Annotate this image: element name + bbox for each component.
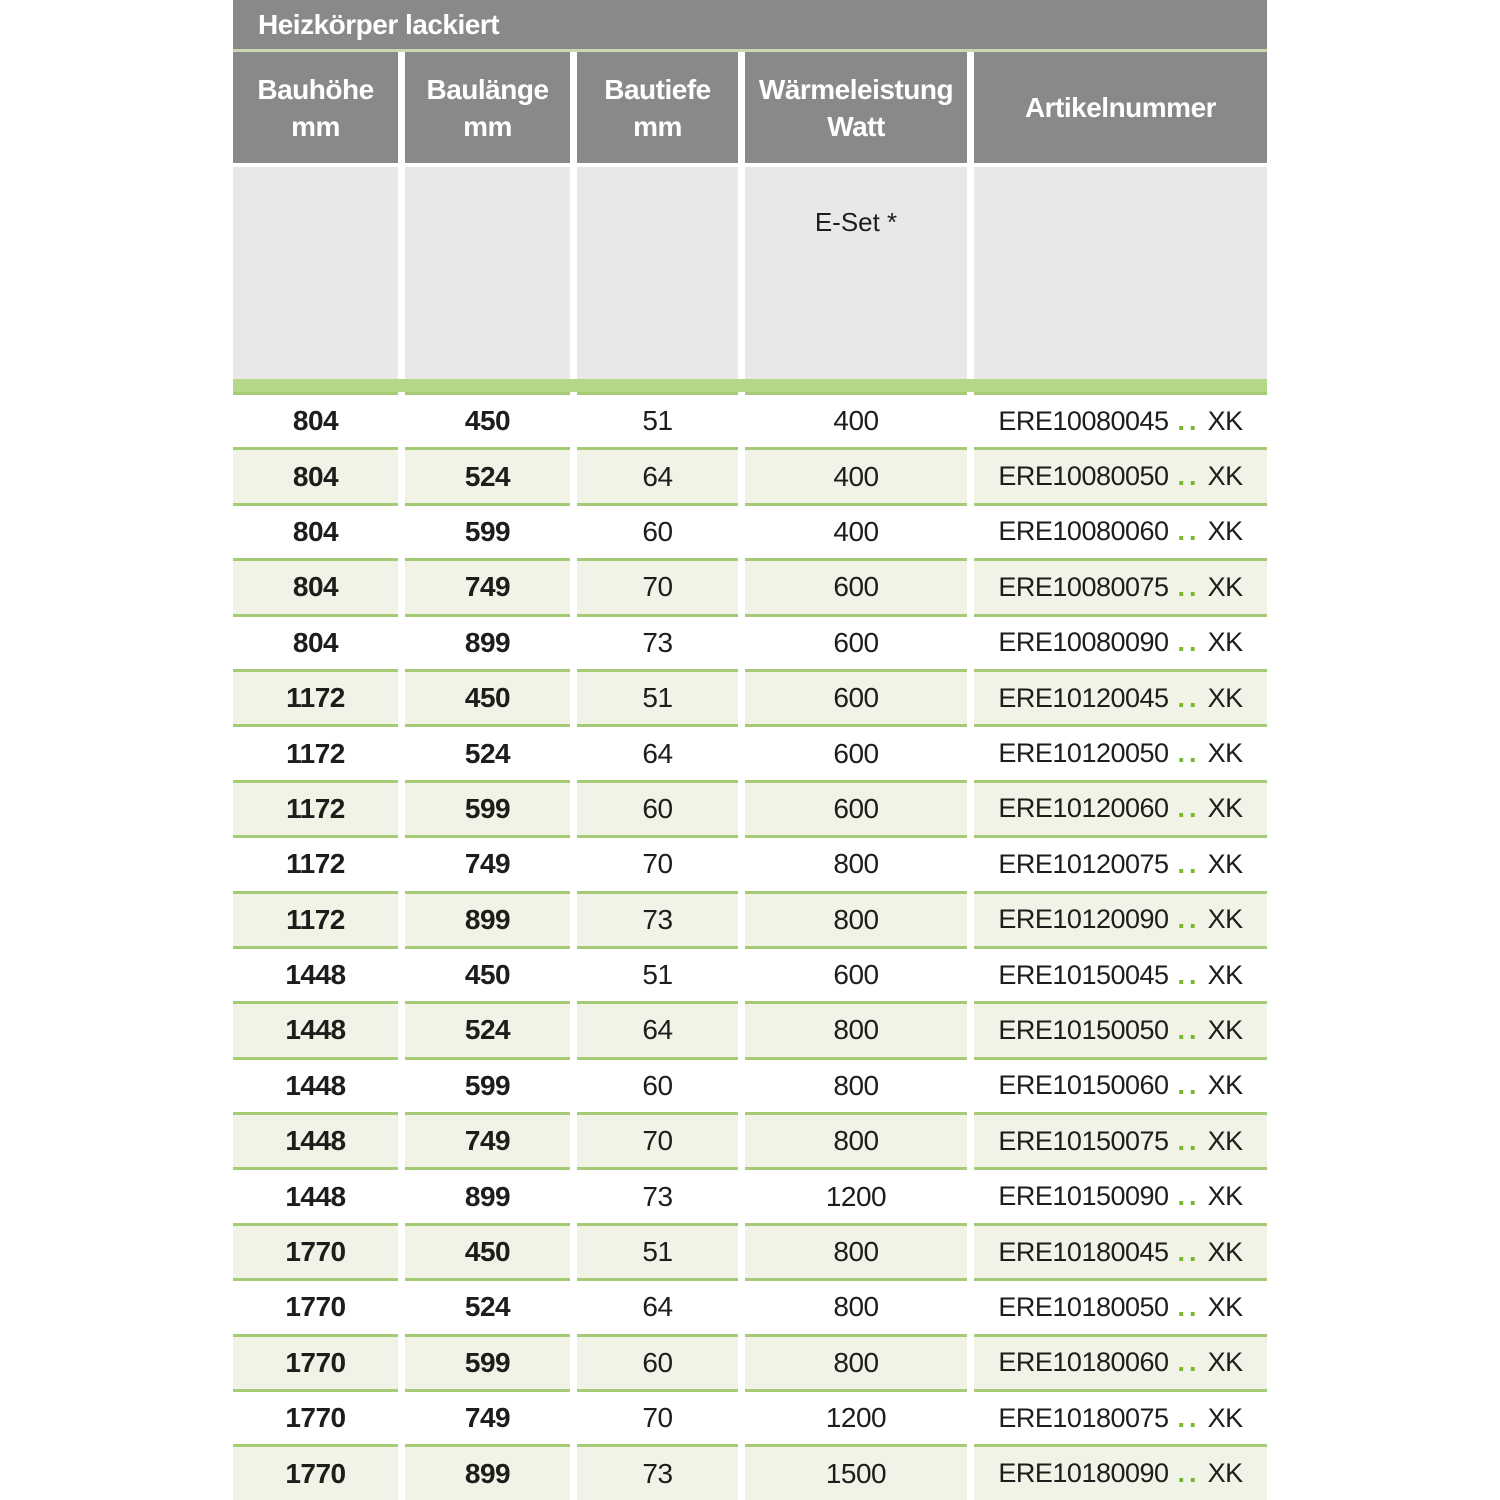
- artikel-suffix: XK: [1207, 1291, 1243, 1322]
- cell-bautiefe: 70: [577, 1112, 738, 1167]
- artikel-dots: ..: [1177, 1014, 1201, 1045]
- artikel-dots: ..: [1177, 682, 1201, 713]
- cell-bautiefe: 64: [577, 1278, 738, 1333]
- column-header-unit: Watt: [827, 110, 885, 142]
- artikel-prefix: ERE10080075: [998, 571, 1169, 602]
- cell-bautiefe: 60: [577, 1057, 738, 1112]
- table-row: [233, 835, 1267, 890]
- artikel-prefix: ERE10180060: [998, 1347, 1169, 1378]
- artikel-dots: ..: [1177, 959, 1201, 990]
- cell-waermeleistung: 800: [745, 1334, 967, 1389]
- cell-baulaenge: 899: [405, 1444, 570, 1499]
- subheader-waermeleistung: [745, 167, 967, 379]
- cell-bauhoehe: 804: [233, 392, 398, 447]
- column-header-bauhoehe: [233, 52, 398, 163]
- artikelnummer-text: [998, 516, 1242, 547]
- column-header-label: Artikelnummer: [1024, 92, 1217, 123]
- column-header-unit: mm: [291, 110, 340, 142]
- cell-baulaenge: 524: [405, 447, 570, 502]
- table-title-bar: [233, 0, 1267, 49]
- artikel-suffix: XK: [1207, 1236, 1243, 1267]
- table-row: [233, 503, 1267, 558]
- cell-artikelnummer: [974, 1001, 1267, 1056]
- artikel-suffix: XK: [1207, 1070, 1243, 1101]
- cell-waermeleistung: 1500: [745, 1444, 967, 1499]
- heizkoerper-table: [233, 0, 1267, 1500]
- cell-bautiefe: 51: [577, 392, 738, 447]
- cell-waermeleistung: 600: [745, 558, 967, 613]
- artikel-suffix: XK: [1207, 571, 1243, 602]
- cell-artikelnummer: [974, 669, 1267, 724]
- cell-bauhoehe: 1448: [233, 1167, 398, 1222]
- cell-baulaenge: 749: [405, 558, 570, 613]
- cell-bauhoehe: 1172: [233, 724, 398, 779]
- cell-waermeleistung: 800: [745, 1278, 967, 1333]
- cell-bautiefe: 64: [577, 724, 738, 779]
- table-row: [233, 447, 1267, 502]
- artikel-dots: ..: [1177, 1291, 1201, 1322]
- table-row: [233, 1001, 1267, 1056]
- artikel-prefix: ERE10180075: [998, 1402, 1169, 1433]
- artikel-dots: ..: [1177, 405, 1201, 436]
- column-header-artikelnummer: [974, 52, 1267, 163]
- subheader-bautiefe: [577, 167, 738, 379]
- cell-waermeleistung: 800: [745, 835, 967, 890]
- artikelnummer-text: [998, 1181, 1242, 1212]
- column-header-waermeleistung: [745, 52, 967, 163]
- cell-waermeleistung: 600: [745, 724, 967, 779]
- artikel-prefix: ERE10080090: [998, 627, 1169, 658]
- artikel-prefix: ERE10120045: [998, 682, 1169, 713]
- artikel-prefix: ERE10180045: [998, 1236, 1169, 1267]
- cell-waermeleistung: 600: [745, 946, 967, 1001]
- artikel-suffix: XK: [1207, 405, 1243, 436]
- artikel-prefix: ERE10150050: [998, 1014, 1169, 1045]
- artikelnummer-text: [998, 1403, 1242, 1434]
- column-header-unit: mm: [633, 110, 682, 142]
- cell-bautiefe: 60: [577, 503, 738, 558]
- artikelnummer-text: [998, 406, 1242, 437]
- cell-bautiefe: 73: [577, 1167, 738, 1222]
- cell-artikelnummer: [974, 1278, 1267, 1333]
- cell-bautiefe: 70: [577, 835, 738, 890]
- artikelnummer-text: [998, 793, 1242, 824]
- artikel-prefix: ERE10180050: [998, 1291, 1169, 1322]
- subheader-bauhoehe: [233, 167, 398, 379]
- artikel-dots: ..: [1177, 1125, 1201, 1156]
- cell-bauhoehe: 1172: [233, 669, 398, 724]
- artikel-dots: ..: [1177, 1347, 1201, 1378]
- cell-baulaenge: 599: [405, 1334, 570, 1389]
- column-header-baulaenge: [405, 52, 570, 163]
- cell-baulaenge: 899: [405, 614, 570, 669]
- cell-baulaenge: 749: [405, 835, 570, 890]
- artikelnummer-text: [998, 572, 1242, 603]
- cell-waermeleistung: 1200: [745, 1389, 967, 1444]
- artikel-dots: ..: [1177, 571, 1201, 602]
- cell-artikelnummer: [974, 614, 1267, 669]
- cell-artikelnummer: [974, 1444, 1267, 1499]
- cell-bauhoehe: 1448: [233, 1001, 398, 1056]
- artikel-suffix: XK: [1207, 793, 1243, 824]
- artikel-prefix: ERE10150090: [998, 1181, 1169, 1212]
- cell-artikelnummer: [974, 1389, 1267, 1444]
- cell-waermeleistung: 800: [745, 1112, 967, 1167]
- cell-bauhoehe: 1770: [233, 1389, 398, 1444]
- artikelnummer-text: [998, 461, 1242, 492]
- cell-bautiefe: 64: [577, 447, 738, 502]
- cell-baulaenge: 749: [405, 1112, 570, 1167]
- cell-artikelnummer: [974, 835, 1267, 890]
- cell-bautiefe: 51: [577, 1223, 738, 1278]
- cell-bauhoehe: 1770: [233, 1334, 398, 1389]
- artikel-prefix: ERE10120090: [998, 904, 1169, 935]
- table-row: [233, 392, 1267, 447]
- artikel-dots: ..: [1177, 627, 1201, 658]
- column-header-bautiefe: [577, 52, 738, 163]
- cell-artikelnummer: [974, 447, 1267, 502]
- cell-baulaenge: 899: [405, 891, 570, 946]
- artikel-suffix: XK: [1207, 904, 1243, 935]
- cell-bauhoehe: 1172: [233, 835, 398, 890]
- artikel-dots: ..: [1177, 461, 1201, 492]
- cell-bauhoehe: 804: [233, 447, 398, 502]
- table-row: [233, 558, 1267, 613]
- artikel-prefix: ERE10080050: [998, 461, 1169, 492]
- artikel-dots: ..: [1177, 793, 1201, 824]
- cell-waermeleistung: 800: [745, 1223, 967, 1278]
- cell-bauhoehe: 1172: [233, 891, 398, 946]
- cell-baulaenge: 450: [405, 669, 570, 724]
- table-body-divider: [233, 379, 1267, 392]
- cell-waermeleistung: 600: [745, 780, 967, 835]
- cell-bauhoehe: 804: [233, 614, 398, 669]
- artikel-prefix: ERE10080060: [998, 516, 1169, 547]
- cell-bautiefe: 73: [577, 614, 738, 669]
- table-row: [233, 1444, 1267, 1499]
- cell-bautiefe: 51: [577, 946, 738, 1001]
- cell-baulaenge: 599: [405, 1057, 570, 1112]
- table-row: [233, 1167, 1267, 1222]
- table-row: [233, 1334, 1267, 1389]
- cell-waermeleistung: 800: [745, 1001, 967, 1056]
- artikelnummer-text: [998, 849, 1242, 880]
- table-row: [233, 891, 1267, 946]
- artikelnummer-text: [998, 738, 1242, 769]
- table-row: [233, 780, 1267, 835]
- artikel-prefix: ERE10120075: [998, 848, 1169, 879]
- artikelnummer-text: [998, 683, 1242, 714]
- column-header-label: Baulänge: [426, 73, 549, 105]
- cell-bauhoehe: 1770: [233, 1444, 398, 1499]
- e-set-label: E-Set *: [814, 207, 898, 237]
- table-row: [233, 669, 1267, 724]
- table-row: [233, 614, 1267, 669]
- artikelnummer-text: [998, 904, 1242, 935]
- cell-bautiefe: 60: [577, 780, 738, 835]
- cell-bauhoehe: 1770: [233, 1278, 398, 1333]
- cell-artikelnummer: [974, 1112, 1267, 1167]
- table-row: [233, 1389, 1267, 1444]
- cell-bautiefe: 60: [577, 1334, 738, 1389]
- cell-artikelnummer: [974, 1057, 1267, 1112]
- artikel-suffix: XK: [1207, 627, 1243, 658]
- artikel-suffix: XK: [1207, 461, 1243, 492]
- cell-baulaenge: 450: [405, 1223, 570, 1278]
- cell-baulaenge: 524: [405, 1278, 570, 1333]
- artikel-prefix: ERE10150060: [998, 1070, 1169, 1101]
- cell-baulaenge: 524: [405, 724, 570, 779]
- subheader-artikelnummer: [974, 167, 1267, 379]
- artikel-suffix: XK: [1207, 1402, 1243, 1433]
- artikel-suffix: XK: [1207, 682, 1243, 713]
- artikel-suffix: XK: [1207, 738, 1243, 769]
- artikelnummer-text: [998, 1237, 1242, 1268]
- cell-baulaenge: 599: [405, 503, 570, 558]
- cell-waermeleistung: 400: [745, 503, 967, 558]
- artikel-prefix: ERE10150075: [998, 1125, 1169, 1156]
- cell-artikelnummer: [974, 1223, 1267, 1278]
- artikel-suffix: XK: [1207, 1014, 1243, 1045]
- artikel-dots: ..: [1177, 1181, 1201, 1212]
- artikel-dots: ..: [1177, 738, 1201, 769]
- column-header-label: Bautiefe: [604, 73, 711, 105]
- table-row: [233, 1223, 1267, 1278]
- cell-baulaenge: 524: [405, 1001, 570, 1056]
- cell-waermeleistung: 1200: [745, 1167, 967, 1222]
- cell-artikelnummer: [974, 392, 1267, 447]
- artikel-dots: ..: [1177, 516, 1201, 547]
- cell-waermeleistung: 600: [745, 669, 967, 724]
- artikel-suffix: XK: [1207, 1181, 1243, 1212]
- cell-waermeleistung: 800: [745, 891, 967, 946]
- artikel-prefix: ERE10150045: [998, 959, 1169, 990]
- table-body: [233, 392, 1267, 1500]
- cell-artikelnummer: [974, 1167, 1267, 1222]
- artikel-dots: ..: [1177, 1458, 1201, 1489]
- cell-baulaenge: 599: [405, 780, 570, 835]
- table-row: [233, 946, 1267, 1001]
- cell-bauhoehe: 1448: [233, 946, 398, 1001]
- table-row: [233, 724, 1267, 779]
- cell-baulaenge: 450: [405, 946, 570, 1001]
- artikel-dots: ..: [1177, 904, 1201, 935]
- cell-artikelnummer: [974, 891, 1267, 946]
- artikelnummer-text: [998, 1347, 1242, 1378]
- cell-bautiefe: 51: [577, 669, 738, 724]
- artikel-prefix: ERE10080045: [998, 405, 1169, 436]
- artikel-suffix: XK: [1207, 516, 1243, 547]
- cell-artikelnummer: [974, 946, 1267, 1001]
- artikel-suffix: XK: [1207, 848, 1243, 879]
- cell-bauhoehe: 1448: [233, 1057, 398, 1112]
- cell-bauhoehe: 1448: [233, 1112, 398, 1167]
- cell-artikelnummer: [974, 724, 1267, 779]
- cell-waermeleistung: 400: [745, 447, 967, 502]
- column-header-label: Bauhöhe: [257, 73, 374, 105]
- artikel-suffix: XK: [1207, 1125, 1243, 1156]
- cell-baulaenge: 899: [405, 1167, 570, 1222]
- artikelnummer-text: [998, 1070, 1242, 1101]
- cell-bautiefe: 73: [577, 891, 738, 946]
- cell-bautiefe: 64: [577, 1001, 738, 1056]
- cell-bautiefe: 70: [577, 558, 738, 613]
- subheader-baulaenge: [405, 167, 570, 379]
- artikelnummer-text: [998, 627, 1242, 658]
- cell-waermeleistung: 800: [745, 1057, 967, 1112]
- artikelnummer-text: [998, 1458, 1242, 1489]
- table-row: [233, 1057, 1267, 1112]
- cell-artikelnummer: [974, 558, 1267, 613]
- cell-artikelnummer: [974, 1334, 1267, 1389]
- cell-bauhoehe: 804: [233, 503, 398, 558]
- cell-waermeleistung: 400: [745, 392, 967, 447]
- cell-bauhoehe: 1172: [233, 780, 398, 835]
- cell-bauhoehe: 1770: [233, 1223, 398, 1278]
- cell-bauhoehe: 804: [233, 558, 398, 613]
- cell-waermeleistung: 600: [745, 614, 967, 669]
- artikel-dots: ..: [1177, 1070, 1201, 1101]
- column-header-unit: mm: [463, 110, 512, 142]
- table-row: [233, 1112, 1267, 1167]
- artikelnummer-text: [998, 1126, 1242, 1157]
- artikel-dots: ..: [1177, 1236, 1201, 1267]
- cell-artikelnummer: [974, 780, 1267, 835]
- artikelnummer-text: [998, 960, 1242, 991]
- column-header-row: [233, 52, 1267, 163]
- cell-artikelnummer: [974, 503, 1267, 558]
- cell-bautiefe: 73: [577, 1444, 738, 1499]
- artikel-prefix: ERE10120050: [998, 738, 1169, 769]
- table-title: Heizkörper lackiert: [258, 8, 500, 40]
- table-row: [233, 1278, 1267, 1333]
- artikel-suffix: XK: [1207, 959, 1243, 990]
- artikelnummer-text: [998, 1015, 1242, 1046]
- artikel-prefix: ERE10180090: [998, 1458, 1169, 1489]
- artikel-suffix: XK: [1207, 1458, 1243, 1489]
- artikel-dots: ..: [1177, 1402, 1201, 1433]
- subheader-row: [233, 167, 1267, 379]
- column-header-label: Wärmeleistung: [758, 73, 954, 105]
- artikelnummer-text: [998, 1292, 1242, 1323]
- cell-baulaenge: 450: [405, 392, 570, 447]
- artikel-prefix: ERE10120060: [998, 793, 1169, 824]
- cell-bautiefe: 70: [577, 1389, 738, 1444]
- artikel-suffix: XK: [1207, 1347, 1243, 1378]
- artikel-dots: ..: [1177, 848, 1201, 879]
- cell-baulaenge: 749: [405, 1389, 570, 1444]
